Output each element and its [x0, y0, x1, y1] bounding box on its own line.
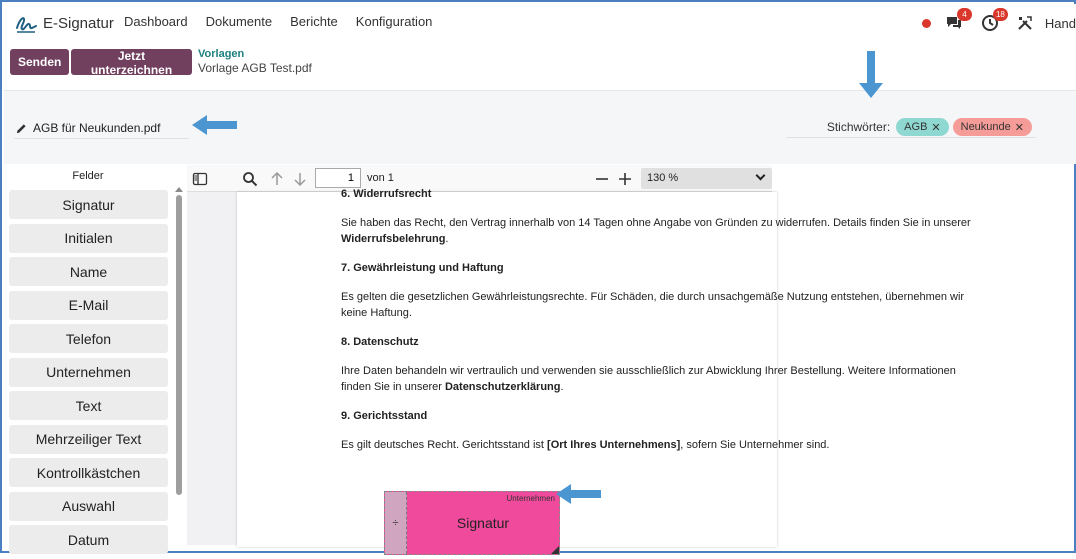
tag-label: Neukunde: [960, 121, 1011, 133]
pdf-text-content: [341, 186, 991, 453]
section-8-line-1: Ihre Daten behandeln wir vertraulich und verwenden sie ausschließlich zur Abwicklung Ihrer Bestellung. Weitere Informationen: [341, 365, 956, 377]
activities-badge: 18: [993, 8, 1008, 21]
section-6-title: 6. Widerrufsrecht: [341, 188, 432, 200]
menu-dashboard[interactable]: Dashboard: [124, 14, 188, 29]
app-brand[interactable]: [14, 11, 114, 35]
menu-dokumente[interactable]: Dokumente: [205, 14, 273, 29]
signature-logo-icon: [14, 11, 38, 35]
section-9-title: 9. Gerichtsstand: [341, 410, 428, 422]
field-type-kontrollkaestchen[interactable]: Kontrollkästchen: [9, 458, 168, 487]
breadcrumb: [198, 48, 312, 75]
sidebar-toggle-icon[interactable]: [192, 171, 208, 187]
document-name-field[interactable]: [16, 121, 160, 135]
sign-now-button[interactable]: Jetzt unterzeichnen: [71, 49, 192, 75]
remove-tag-icon[interactable]: ✕: [931, 121, 941, 134]
send-button[interactable]: Senden: [10, 49, 69, 75]
messages-button[interactable]: [945, 10, 967, 32]
field-type-auswahl[interactable]: Auswahl: [9, 492, 168, 521]
tags-field: [827, 118, 1036, 136]
signature-field[interactable]: [384, 491, 560, 555]
menu-berichte[interactable]: Berichte: [290, 14, 338, 29]
field-type-list: [9, 190, 168, 559]
section-9-text: [341, 437, 991, 453]
section-7-line-2: keine Haftung.: [341, 307, 412, 319]
field-type-signatur[interactable]: Signatur: [9, 190, 168, 219]
zoom-out-icon[interactable]: [594, 171, 610, 187]
section-8-line-2: finden Sie in unserer: [341, 381, 442, 393]
drag-handle-icon[interactable]: ÷: [385, 492, 407, 554]
field-type-email[interactable]: E-Mail: [9, 291, 168, 320]
search-icon[interactable]: [242, 171, 258, 187]
zoom-in-icon[interactable]: [617, 171, 633, 187]
field-type-text[interactable]: Text: [9, 391, 168, 420]
section-6-body: Sie haben das Recht, den Vertrag innerhalb von 14 Tagen ohne Angabe von Gründen zu widerrufen. Details finden Sie in unserer: [341, 217, 971, 229]
pdf-viewer: [187, 165, 971, 545]
arrow-left-icon: [555, 483, 601, 505]
company-location-placeholder: [Ort Ihres Unternehmens]: [547, 439, 681, 451]
breadcrumb-parent-link[interactable]: Vorlagen: [198, 48, 245, 60]
tag-agb: [896, 118, 948, 136]
field-type-datum[interactable]: Datum: [9, 525, 168, 554]
section-7-title: 7. Gewährleistung und Haftung: [341, 262, 504, 274]
document-name[interactable]: AGB für Neukunden.pdf: [33, 121, 161, 135]
signer-role: Unternehmen: [506, 494, 555, 503]
section-9-pre: Es gilt deutsches Recht. Gerichtsstand ist: [341, 439, 544, 451]
tag-neukunde: [953, 118, 1032, 136]
arrow-left-icon: [191, 114, 237, 136]
top-navbar: [4, 4, 1076, 42]
section-6-text: Sie haben das Recht, den Vertrag innerhalb von 14 Tagen ohne Angabe von Gründen zu widerrufen. Details finden Sie in unserer Widerrufsbelehrung.: [341, 217, 971, 245]
signature-field-label: Signatur: [456, 515, 510, 531]
menu-konfiguration[interactable]: Konfiguration: [355, 14, 433, 29]
remove-tag-icon[interactable]: ✕: [1014, 121, 1024, 134]
section-9-post: , sofern Sie Unternehmer sind.: [680, 439, 830, 451]
activities-button[interactable]: [981, 10, 1005, 32]
tools-button[interactable]: [1017, 14, 1035, 32]
fields-title: Felder: [72, 170, 104, 182]
page-count: von 1: [367, 172, 394, 184]
zoom-value: 130 %: [647, 172, 679, 184]
next-page-icon[interactable]: [292, 171, 308, 187]
field-type-initialen[interactable]: Initialen: [9, 224, 168, 253]
document-header: [4, 90, 1076, 164]
section-8-title: 8. Datenschutz: [341, 336, 419, 348]
section-7-text: [341, 289, 991, 321]
fields-panel: [4, 165, 187, 548]
breadcrumb-current: Vorlage AGB Test.pdf: [198, 61, 312, 75]
tags-label: Stichwörter:: [826, 120, 891, 134]
tools-icon: [1017, 15, 1033, 31]
scroll-up-icon[interactable]: [175, 187, 183, 192]
messages-badge: 4: [957, 8, 972, 21]
previous-page-icon[interactable]: [269, 171, 285, 187]
pdf-page: [237, 188, 971, 547]
page-number-input[interactable]: [315, 168, 361, 188]
document-name-underline: [14, 138, 189, 139]
app-name: E-Signatur: [43, 14, 114, 32]
field-type-telefon[interactable]: Telefon: [9, 324, 168, 353]
status-dot-icon[interactable]: [922, 19, 931, 28]
field-type-mehrzeiliger-text[interactable]: Mehrzeiliger Text: [9, 425, 168, 454]
fields-scrollbar[interactable]: [176, 195, 182, 495]
control-panel: [4, 42, 1076, 90]
field-type-name[interactable]: Name: [9, 257, 168, 286]
pencil-icon: [16, 123, 27, 134]
arrow-down-icon: [858, 51, 884, 99]
chevron-down-icon: [756, 171, 766, 181]
systray: [922, 11, 1076, 35]
withdrawal-link-text: Widerrufsbelehrung: [341, 233, 446, 245]
resize-handle-icon[interactable]: [551, 546, 559, 554]
tags-underline: [786, 137, 1036, 138]
privacy-link-text: Datenschutzerklärung: [444, 381, 561, 393]
user-menu[interactable]: Hand: [1044, 15, 1076, 31]
field-type-unternehmen[interactable]: Unternehmen: [9, 358, 168, 387]
main-menu: [124, 14, 450, 29]
section-7-line-1: Es gelten die gesetzlichen Gewährleistungsrechte. Für Schäden, die durch unsachgemäße Nutzung entstehen, übernehmen wir: [341, 291, 965, 303]
section-8-text: Ihre Daten behandeln wir vertraulich und verwenden sie ausschließlich zur Abwicklung Ihrer Bestellung. Weitere Informationen finden Sie in unserer Datenschutzerklärung.: [341, 365, 956, 393]
tag-label: AGB: [904, 121, 928, 133]
